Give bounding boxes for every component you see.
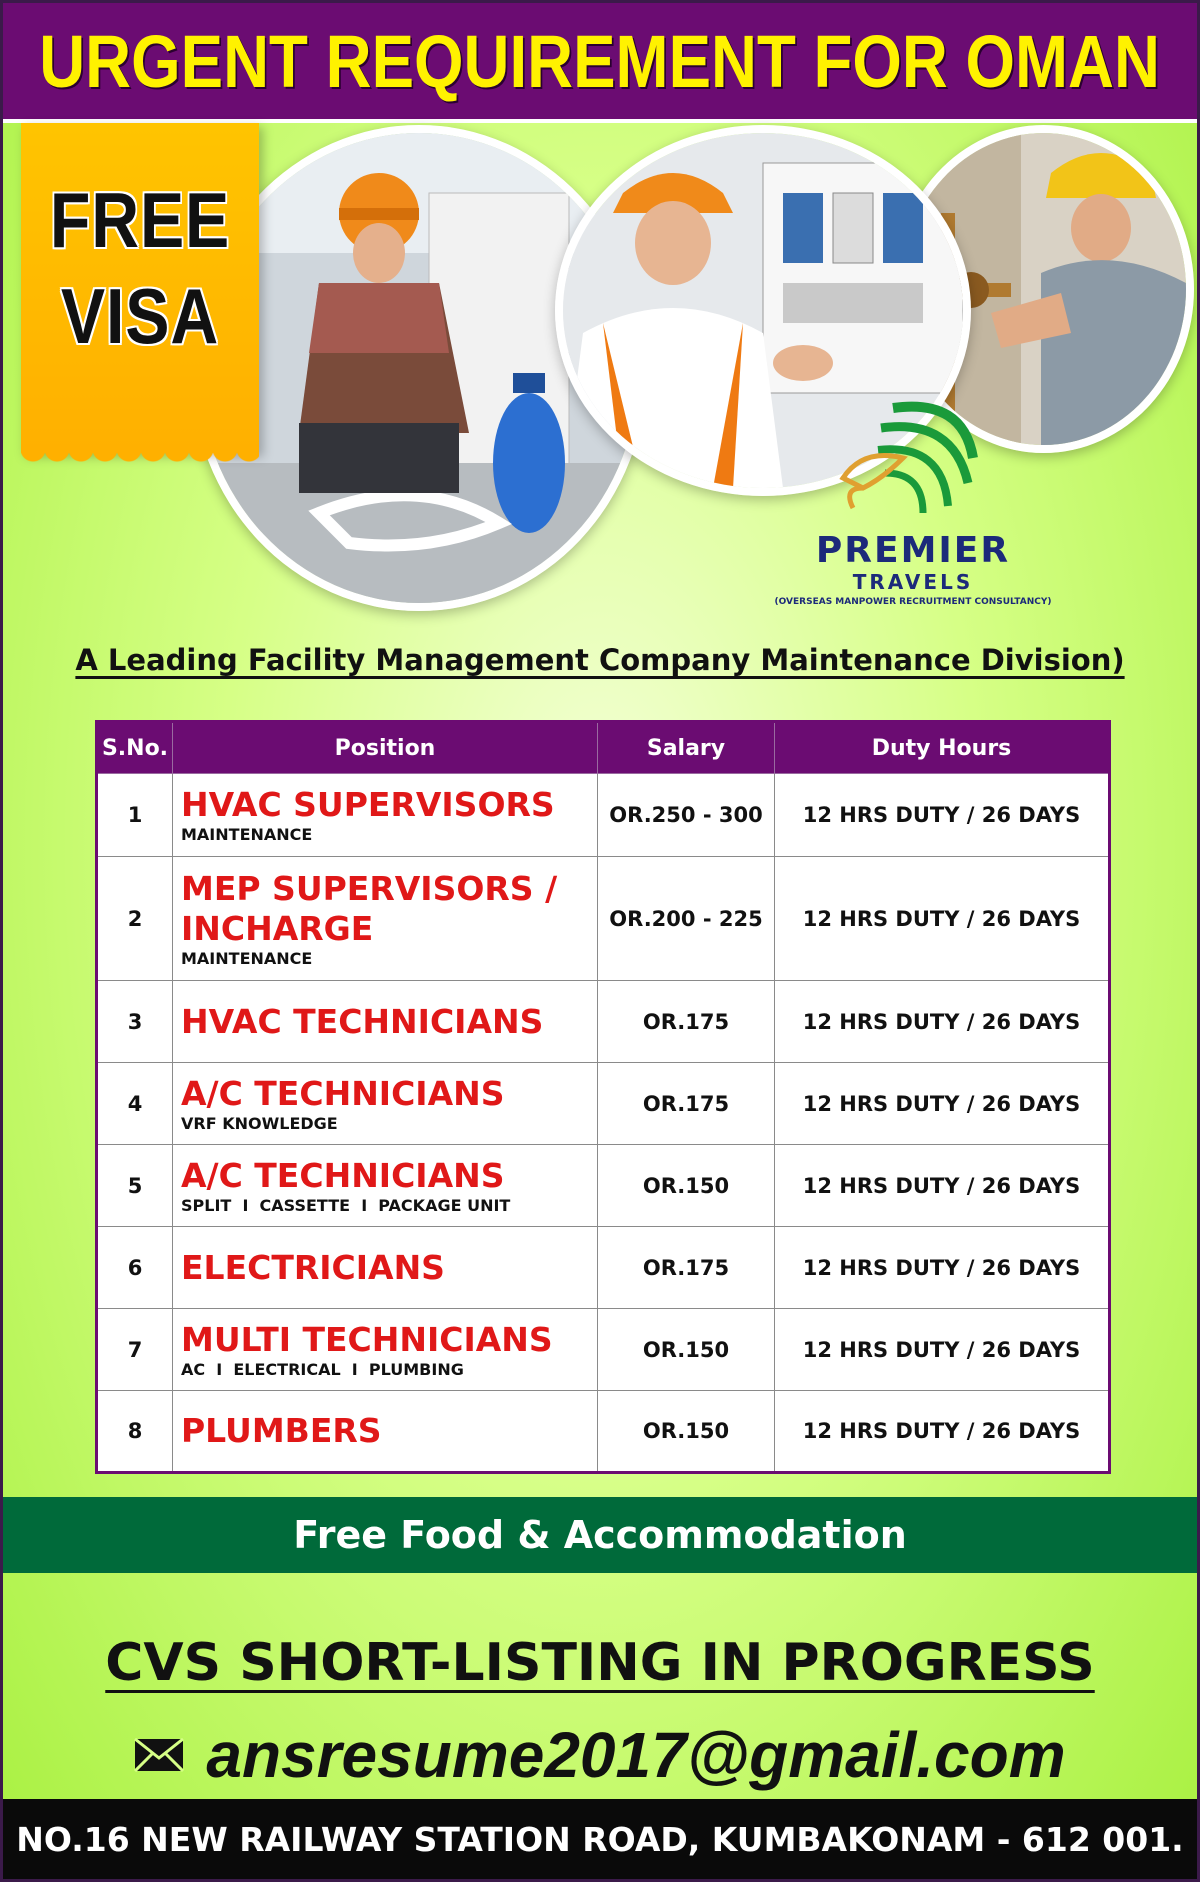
role-title: PLUMBERS bbox=[181, 1411, 382, 1450]
role-note: MAINTENANCE bbox=[181, 825, 313, 844]
logo-name: PREMIER bbox=[815, 530, 1011, 571]
role-title: A/C TECHNICIANS bbox=[181, 1155, 505, 1195]
table-row bbox=[97, 1309, 1110, 1391]
table-row bbox=[97, 1063, 1110, 1145]
row-salary: OR.250 - 300 bbox=[598, 774, 775, 857]
top-banner bbox=[3, 3, 1197, 123]
role-title: MULTI TECHNICIANS bbox=[181, 1319, 553, 1359]
role-note: SPLIT I CASSETTE I PACKAGE UNIT bbox=[181, 1195, 511, 1215]
row-sno: 1 bbox=[97, 774, 173, 857]
free-visa-tag bbox=[21, 123, 259, 453]
row-sno: 2 bbox=[97, 857, 173, 981]
row-salary: OR.175 bbox=[598, 1227, 775, 1309]
role-title: HVAC SUPERVISORS bbox=[181, 785, 555, 824]
role-title: A/C TECHNICIANS bbox=[181, 1073, 505, 1113]
row-salary: OR.200 - 225 bbox=[598, 857, 775, 981]
row-salary: OR.150 bbox=[598, 1309, 775, 1391]
cv-status bbox=[3, 1633, 1197, 1693]
company-description bbox=[3, 643, 1197, 677]
row-position bbox=[173, 774, 598, 857]
table-row bbox=[97, 774, 1110, 857]
row-salary: OR.175 bbox=[598, 1063, 775, 1145]
row-position bbox=[173, 1391, 598, 1473]
job-openings-table bbox=[95, 720, 1111, 1474]
header-salary: Salary bbox=[598, 722, 775, 774]
role-title: MEP SUPERVISORS / INCHARGE bbox=[181, 868, 558, 948]
logo-subtitle: TRAVELS bbox=[852, 570, 974, 594]
table-row bbox=[97, 981, 1110, 1063]
role-title: ELECTRICIANS bbox=[181, 1247, 445, 1287]
cv-status-text: CVS SHORT-LISTING IN PROGRESS bbox=[105, 1633, 1095, 1693]
row-position bbox=[173, 1309, 598, 1391]
table-row bbox=[97, 857, 1110, 981]
row-duty-hours: 12 HRS DUTY / 26 DAYS bbox=[775, 857, 1110, 981]
visa-tag-line1: FREE bbox=[49, 176, 231, 264]
globe-plane-icon bbox=[823, 388, 1003, 528]
premier-travels-logo bbox=[763, 388, 1063, 638]
benefits-text: Free Food & Accommodation bbox=[293, 1513, 907, 1557]
table-row bbox=[97, 1227, 1110, 1309]
visa-tag-line2: VISA bbox=[60, 272, 220, 360]
row-duty-hours: 12 HRS DUTY / 26 DAYS bbox=[775, 981, 1110, 1063]
row-duty-hours: 12 HRS DUTY / 26 DAYS bbox=[775, 1145, 1110, 1227]
row-sno: 7 bbox=[97, 1309, 173, 1391]
contact-email bbox=[3, 1718, 1197, 1792]
header-duty-hours: Duty Hours bbox=[775, 722, 1110, 774]
row-salary: OR.150 bbox=[598, 1391, 775, 1473]
table-row bbox=[97, 1145, 1110, 1227]
row-salary: OR.150 bbox=[598, 1145, 775, 1227]
envelope-icon bbox=[134, 1738, 184, 1772]
table-row bbox=[97, 1391, 1110, 1473]
row-duty-hours: 12 HRS DUTY / 26 DAYS bbox=[775, 1227, 1110, 1309]
row-sno: 3 bbox=[97, 981, 173, 1063]
role-note: MAINTENANCE bbox=[181, 948, 313, 968]
row-salary: OR.175 bbox=[598, 981, 775, 1063]
row-position bbox=[173, 1145, 598, 1227]
email-address[interactable]: ansresume2017@gmail.com bbox=[206, 1719, 1066, 1791]
header-position: Position bbox=[173, 722, 598, 774]
row-duty-hours: 12 HRS DUTY / 26 DAYS bbox=[775, 1309, 1110, 1391]
poster-title: URGENT REQUIREMENT FOR OMAN bbox=[39, 19, 1161, 103]
row-duty-hours: 12 HRS DUTY / 26 DAYS bbox=[775, 774, 1110, 857]
role-note: VRF KNOWLEDGE bbox=[181, 1113, 338, 1133]
row-position bbox=[173, 857, 598, 981]
row-position bbox=[173, 1227, 598, 1309]
address-footer bbox=[3, 1799, 1197, 1879]
row-position bbox=[173, 981, 598, 1063]
company-description-text: A Leading Facility Management Company Maintenance Division) bbox=[75, 643, 1125, 677]
role-title: HVAC TECHNICIANS bbox=[181, 1001, 544, 1041]
logo-tagline: (OVERSEAS MANPOWER RECRUITMENT CONSULTANCY) bbox=[774, 597, 1052, 607]
role-note: AC I ELECTRICAL I PLUMBING bbox=[181, 1359, 464, 1379]
header-sno: S.No. bbox=[97, 722, 173, 774]
benefits-banner bbox=[3, 1497, 1197, 1573]
address-text: NO.16 NEW RAILWAY STATION ROAD, KUMBAKONAM - 612 001. bbox=[16, 1819, 1184, 1859]
row-position bbox=[173, 1063, 598, 1145]
row-duty-hours: 12 HRS DUTY / 26 DAYS bbox=[775, 1063, 1110, 1145]
row-sno: 6 bbox=[97, 1227, 173, 1309]
row-duty-hours: 12 HRS DUTY / 26 DAYS bbox=[775, 1391, 1110, 1473]
table-header-row bbox=[97, 722, 1110, 774]
row-sno: 4 bbox=[97, 1063, 173, 1145]
row-sno: 5 bbox=[97, 1145, 173, 1227]
row-sno: 8 bbox=[97, 1391, 173, 1473]
